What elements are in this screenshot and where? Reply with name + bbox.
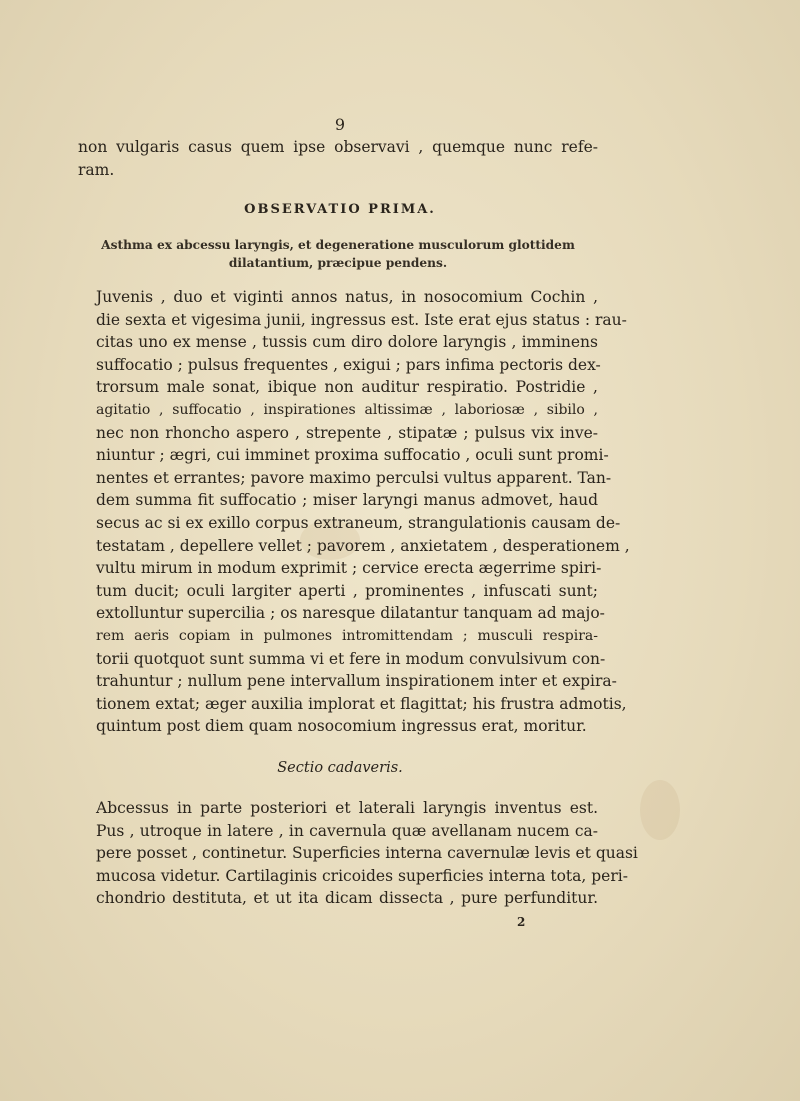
- subheading-line: dilatantium, præcipue pendens.: [228, 256, 448, 270]
- section-heading: Sectio cadaveris.: [277, 760, 403, 776]
- text-line: mucosa videtur. Cartilaginis cricoides superficies interna tota, peri-: [96, 866, 628, 885]
- text-line: Pus , utroque in latere , in cavernula quæ avellanam nucem ca-: [96, 821, 598, 840]
- observation-subheading: [78, 236, 598, 272]
- text-line: rem aeris copiam in pulmones intromittendam ; musculi respira-: [96, 627, 598, 644]
- text-line: torii quotquot sunt summa vi et fere in modum convulsivum con-: [96, 649, 606, 668]
- intro-text: [78, 136, 598, 181]
- text-line: citas uno ex mense , tussis cum diro dolore laryngis , imminens: [96, 333, 598, 352]
- text-line: extolluntur supercilia ; os naresque dilatantur tanquam ad majo-: [96, 604, 605, 623]
- text-line: tum ducit; oculi largiter aperti , prominentes , infuscati sunt;: [96, 581, 598, 600]
- text-line: secus ac si ex exillo corpus extraneum, strangulationis causam de-: [96, 513, 621, 532]
- text-line: testatam , depellere vellet ; pavorem , anxietatem , desperationem ,: [96, 536, 630, 555]
- text-line: Abcessus in parte posteriori et laterali laryngis inventus est.: [96, 799, 598, 817]
- case-paragraph: [78, 286, 630, 738]
- text-line: dem summa fit suffocatio ; miser laryngi manus admovet, haud: [96, 491, 598, 510]
- text-line: suffocatio ; pulsus frequentes , exigui ; pars infima pectoris dex-: [96, 355, 601, 374]
- autopsy-paragraph: [78, 797, 638, 910]
- paper-stain: [640, 780, 680, 840]
- text-line: die sexta et vigesima junii, ingressus est. Iste erat ejus status : rau-: [96, 310, 627, 329]
- signature-mark: 2: [517, 915, 526, 929]
- text-line: chondrio destituta, et ut ita dicam dissecta , pure perfunditur.: [96, 889, 598, 908]
- text-line: non vulgaris casus quem ipse observavi , quemque nunc refe-: [78, 138, 598, 156]
- text-line: quintum post diem quam nosocomium ingressus erat, moritur.: [96, 717, 587, 736]
- subheading-line: Asthma ex abcessu laryngis, et degeneratione musculorum glottidem: [101, 238, 575, 252]
- text-line: nec non rhoncho aspero , strepente , stipatæ ; pulsus vix inve-: [96, 423, 598, 442]
- text-line: nentes et errantes; pavore maximo perculsi vultus apparent. Tan-: [96, 468, 612, 487]
- text-line: trahuntur ; nullum pene intervallum inspirationem inter et expira-: [96, 672, 617, 691]
- text-line: vultu mirum in modum exprimit ; cervice erecta ægerrime spiri-: [96, 559, 602, 578]
- page-number: 9: [334, 115, 346, 134]
- text-line: Juvenis , duo et viginti annos natus, in nosocomium Cochin ,: [96, 288, 598, 306]
- text-line: agitatio , suffocatio , inspirationes altissimæ , laboriosæ , sibilo ,: [96, 401, 598, 418]
- text-line: tionem extat; æger auxilia implorat et flagittat; his frustra admotis,: [96, 694, 627, 713]
- observation-heading: OBSERVATIO PRIMA.: [244, 202, 436, 217]
- text-line: ram.: [78, 160, 115, 179]
- text-line: niuntur ; ægri, cui imminet proxima suffocatio , oculi sunt promi-: [96, 446, 609, 465]
- text-line: pere posset , continetur. Superficies interna cavernulæ levis et quasi: [96, 844, 638, 863]
- text-line: trorsum male sonat, ibique non auditur respiratio. Postridie ,: [96, 378, 598, 397]
